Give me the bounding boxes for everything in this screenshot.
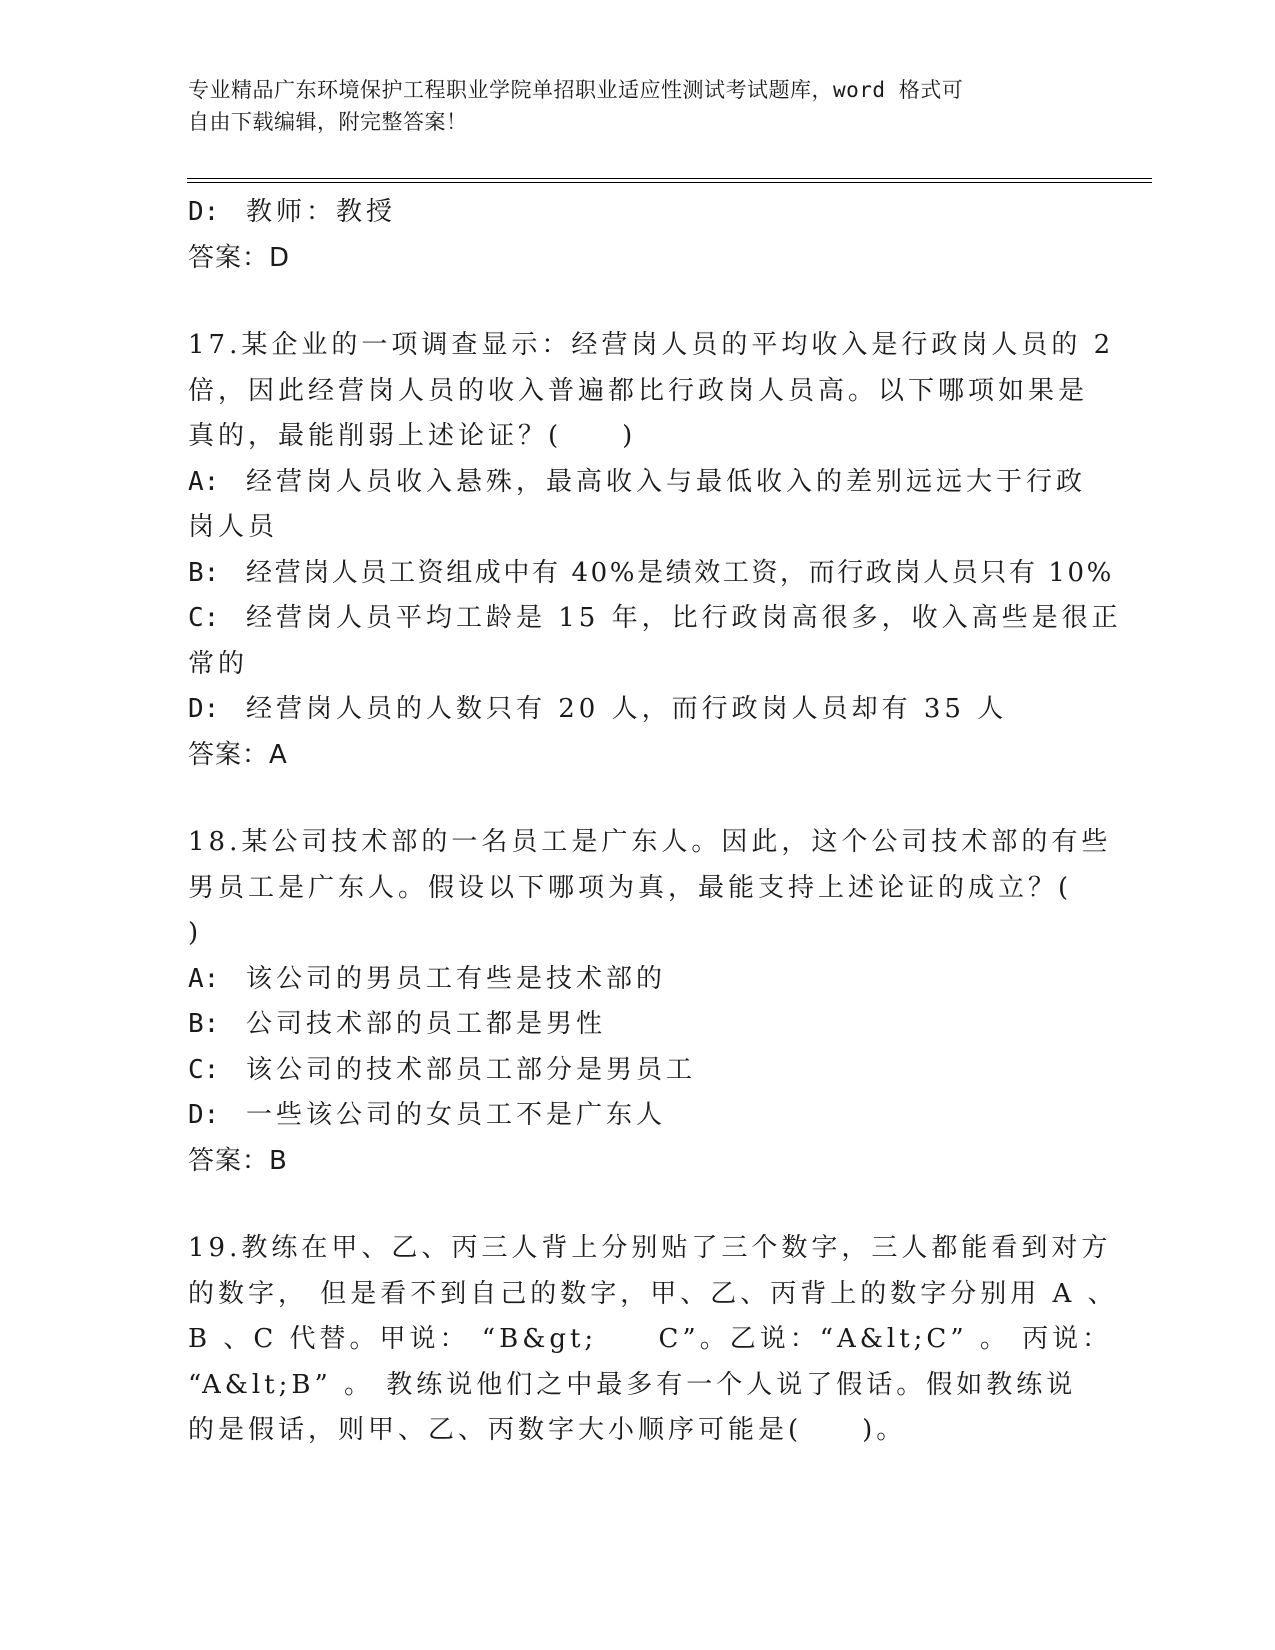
- question-19: [188, 1226, 1118, 1454]
- option-a: [188, 460, 1088, 506]
- option-text: 经营岗人员工资组成中有 40%是绩效工资，而行政岗人员只有 10%: [246, 557, 1114, 588]
- question-text-line: “A&lt;B” 。 教练说他们之中最多有一个人说了假话。假如教练说: [188, 1369, 1077, 1400]
- option-text: 该公司的技术部员工部分是男员工: [246, 1054, 697, 1085]
- question-17: [188, 323, 1122, 778]
- option-b: [188, 551, 1114, 597]
- question-text-line: 男员工是广东人。假设以下哪项为真，最能支持上述论证的成立？(: [188, 872, 1073, 903]
- option-c-continuation: 常的: [188, 648, 249, 679]
- question-text-line: 倍，因此经营岗人员的收入普遍都比行政岗人员高。以下哪项如果是: [188, 375, 1089, 406]
- option-d: [188, 190, 1088, 236]
- option-letter: C:: [188, 603, 220, 633]
- option-letter: D:: [188, 1100, 220, 1130]
- question-text-line: 真的，最能削弱上述论证？( ): [188, 421, 637, 451]
- header-divider-secondary: [187, 182, 1152, 183]
- option-letter: B:: [188, 557, 220, 588]
- option-text: 公司技术部的员工都是男性: [246, 1009, 607, 1039]
- option-text: 教师：教授: [246, 197, 397, 227]
- question-text-line: B 、C 代替。甲说： “B&gt; C”。乙说：“A&lt;C” 。 丙说：: [188, 1324, 1113, 1354]
- option-letter: D:: [188, 694, 220, 724]
- option-text: 经营岗人员收入悬殊，最高收入与最低收入的差别远远大于行政: [246, 466, 1087, 497]
- option-letter: C:: [188, 1054, 220, 1085]
- answer-line: 答案：B: [188, 1145, 288, 1176]
- option-a-continuation: 岗人员: [188, 512, 279, 542]
- answer-line: 答案：D: [188, 242, 291, 273]
- option-b: [188, 1002, 1088, 1048]
- header-divider: [187, 178, 1152, 179]
- question-text-line: 的数字， 但是看不到自己的数字，甲、乙、丙背上的数字分别用 A 、: [188, 1278, 1118, 1309]
- option-letter: D:: [188, 197, 220, 227]
- option-text: 一些该公司的女员工不是广东人: [246, 1100, 667, 1130]
- question-text-line: 的是假话，则甲、乙、丙数字大小顺序可能是( )。: [188, 1415, 907, 1445]
- option-d: [188, 687, 1088, 733]
- option-letter: A:: [188, 963, 220, 994]
- answer-line: 答案：A: [188, 739, 288, 770]
- option-d: [188, 1093, 1088, 1139]
- header-line-1: 专业精品广东环境保护工程职业学院单招职业适应性测试考试题库，word 格式可: [188, 78, 964, 102]
- option-text: 经营岗人员的人数只有 20 人，而行政岗人员却有 35 人: [246, 694, 1008, 724]
- document-body: [188, 190, 1122, 1454]
- question-text-line: 17.某企业的一项调查显示：经营岗人员的平均收入是行政岗人员的 2: [188, 330, 1115, 360]
- question-text-line: ): [188, 918, 203, 948]
- option-c: [188, 596, 1122, 642]
- option-a: [188, 957, 1088, 1003]
- option-text: 经营岗人员平均工龄是 15 年，比行政岗高很多，收入高些是很正: [246, 603, 1122, 633]
- page-header: [188, 74, 1088, 138]
- option-c: [188, 1048, 1088, 1094]
- question-text-line: 18.某公司技术部的一名员工是广东人。因此，这个公司技术部的有些: [188, 827, 1112, 857]
- header-line-2: 自由下载编辑，附完整答案！: [188, 110, 468, 134]
- option-letter: B:: [188, 1009, 220, 1039]
- option-text: 该公司的男员工有些是技术部的: [246, 963, 667, 994]
- question-18: [188, 820, 1112, 1184]
- option-letter: A:: [188, 466, 220, 497]
- question-text-line: 19.教练在甲、乙、丙三人背上分别贴了三个数字，三人都能看到对方: [188, 1233, 1112, 1263]
